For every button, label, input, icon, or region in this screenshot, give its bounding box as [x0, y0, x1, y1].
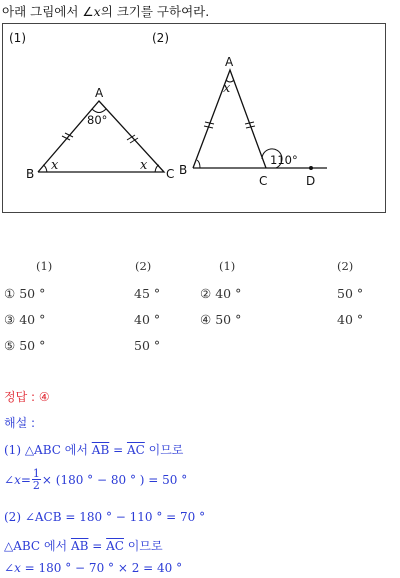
figure-label-2: (2) — [152, 31, 169, 45]
segment-ac-2: $\overline{AC}$ — [106, 539, 124, 553]
triangle-2 — [179, 55, 327, 188]
variable-x-2: x — [14, 472, 21, 487]
solution-line-5 — [4, 561, 182, 575]
option-4-value-1: 50 ° — [215, 312, 242, 327]
solution-line-4 — [4, 537, 163, 554]
vertex-a2-label: A — [225, 55, 234, 69]
figure-label-1: (1) — [9, 31, 26, 45]
answer-line — [4, 388, 50, 405]
option-4[interactable] — [200, 312, 241, 327]
option-3[interactable] — [4, 312, 45, 327]
option-3-value-2: 40 ° — [134, 312, 161, 327]
solution-in-text-2: 에서 — [40, 539, 71, 553]
solution-in-text: 에서 — [60, 443, 92, 457]
answer-label: 정답 : — [4, 390, 39, 404]
question-suffix: 의 크기를 구하여라. — [100, 4, 210, 19]
vertex-b2-label: B — [179, 163, 188, 177]
option-5-value-2: 50 ° — [134, 338, 161, 353]
solution-line-3 — [4, 510, 205, 524]
option-5-mark: ⑤ — [4, 338, 16, 353]
option-5-value-1: 50 ° — [19, 338, 46, 353]
option-1-mark: ① — [4, 286, 16, 301]
angle-x-right: x — [140, 158, 148, 173]
angle-symbol-2: ∠ — [4, 472, 15, 487]
equals-sign: = — [109, 443, 127, 457]
triangle-1 — [26, 86, 174, 181]
triangle-abc-text: △ABC — [24, 443, 61, 457]
solution-line-2 — [4, 468, 187, 491]
option-3-value-1: 40 ° — [19, 312, 46, 327]
angle-x-left: x — [51, 158, 59, 173]
option-4-value-2: 40 ° — [337, 312, 364, 327]
vertex-d-label: D — [306, 174, 316, 188]
angle-x-top: x — [223, 81, 231, 96]
angle-arc-a — [92, 109, 106, 113]
top-angle-label: 80° — [87, 113, 108, 127]
option-4-mark: ④ — [200, 312, 212, 327]
variable-x-3: x — [14, 561, 21, 575]
solution-expression-2: ∠ACB = 180 ° − 110 ° = 70 ° — [24, 510, 206, 524]
question-variable: x — [93, 4, 101, 19]
segment-ac: $\overline{AC}$ — [126, 443, 145, 457]
solution-line-1 — [4, 441, 183, 458]
ext-angle-label: 110° — [270, 153, 298, 167]
question-prefix: 아래 그림에서 — [2, 4, 83, 19]
angle-arc-b2 — [197, 160, 200, 168]
options-header-4: (2) — [337, 259, 354, 273]
solution-label: 해설 : — [4, 416, 36, 430]
fraction-numerator: 1 — [32, 467, 40, 480]
equals-sign-3: = — [88, 539, 107, 553]
options-header-3: (1) — [219, 259, 236, 273]
angle-symbol-3: ∠ — [4, 561, 15, 575]
equals-sign-2: = — [20, 472, 31, 487]
segment-ab: $\overline{AB}$ — [91, 443, 110, 457]
triangle-figures — [0, 0, 400, 215]
option-3-mark: ③ — [4, 312, 16, 327]
solution-part-2-number: (2) — [4, 510, 21, 524]
option-1-value-1: 50 ° — [19, 286, 46, 301]
solution-part-1-number: (1) — [4, 443, 21, 457]
option-2-mark: ② — [200, 286, 212, 301]
segment-ab-2: $\overline{AB}$ — [70, 539, 89, 553]
solution-expression-3: = 180 ° − 70 ° × 2 = 40 ° — [20, 561, 183, 575]
vertex-c-label: C — [166, 167, 175, 181]
option-2[interactable] — [200, 286, 241, 301]
option-2-value-1: 40 ° — [215, 286, 242, 301]
option-5[interactable] — [4, 338, 45, 353]
answer-value: ④ — [38, 390, 50, 404]
triangle-abc-text-2: △ABC — [4, 539, 41, 553]
vertex-b-label: B — [26, 167, 35, 181]
fraction-one-half — [32, 468, 41, 491]
option-2-value-2: 50 ° — [337, 286, 364, 301]
vertex-c2-label: C — [259, 174, 268, 188]
solution-expression-1: × (180 ° − 80 ° ) = 50 ° — [41, 472, 188, 487]
solution-therefore-text: 이므로 — [144, 443, 184, 457]
options-header-1: (1) — [36, 259, 53, 273]
point-d — [309, 166, 313, 170]
option-1[interactable] — [4, 286, 45, 301]
vertex-a-label: A — [95, 86, 104, 100]
options-header-2: (2) — [135, 259, 152, 273]
fraction-denominator: 2 — [32, 479, 40, 492]
solution-therefore-text-2: 이므로 — [123, 539, 163, 553]
angle-symbol: ∠ — [82, 4, 94, 19]
option-1-value-2: 45 ° — [134, 286, 161, 301]
